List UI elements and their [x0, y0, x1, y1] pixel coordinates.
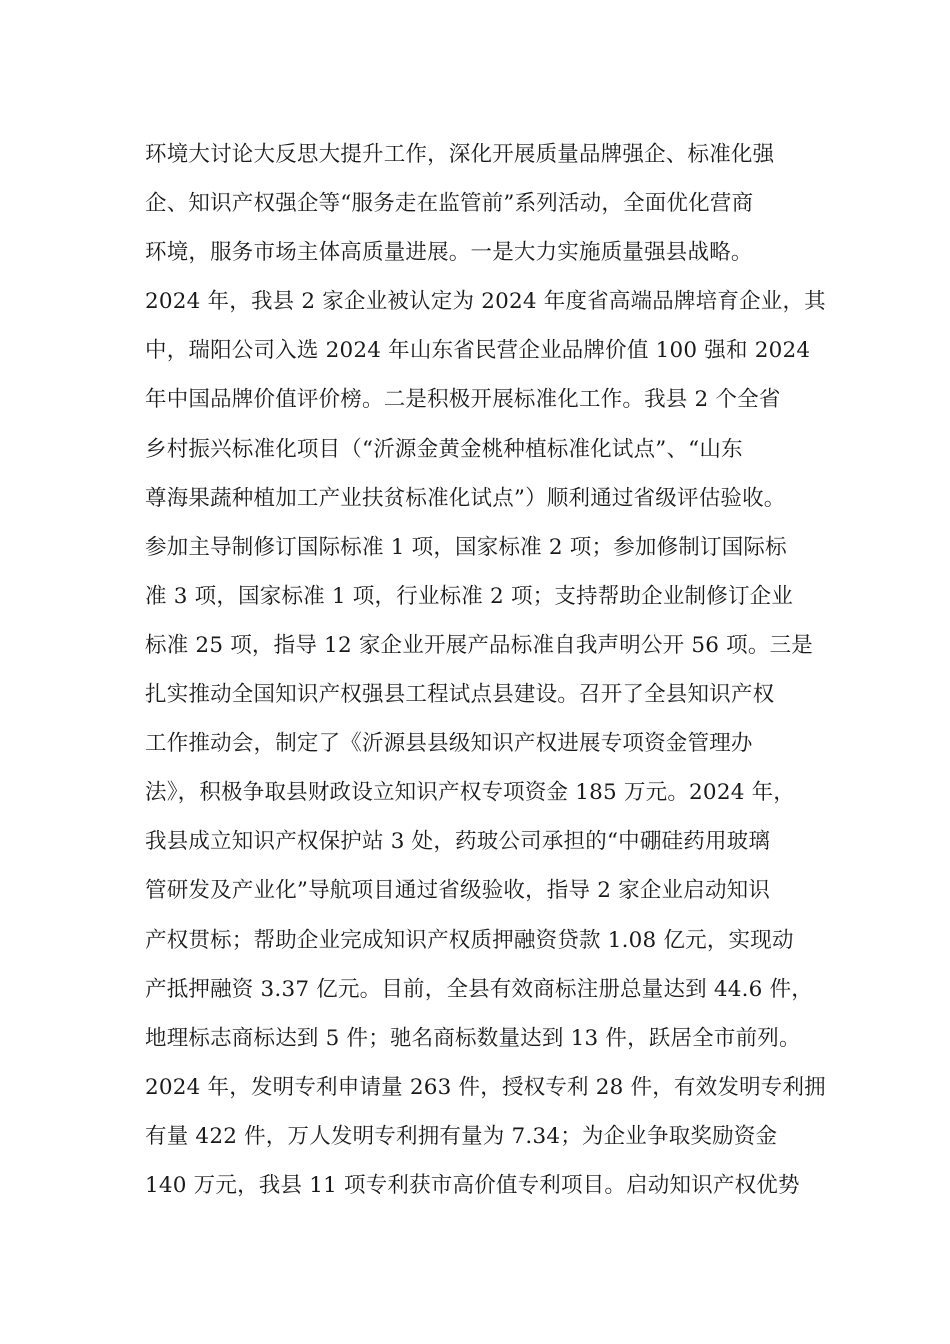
- text-line: 环境大讨论大反思大提升工作，深化开展质量品牌强企、标准化强: [145, 142, 775, 167]
- text-line: 准 3 项，国家标准 1 项，行业标准 2 项；支持帮助企业制修订企业: [145, 583, 794, 609]
- text-line: 企、知识产权强企等“服务走在监管前”系列活动，全面优化营商: [145, 191, 754, 217]
- text-line: 中，瑞阳公司入选 2024 年山东省民营企业品牌价值 100 强和 2024: [145, 338, 811, 364]
- text-line: 管研发及产业化”导航项目通过省级验收，指导 2 家企业启动知识: [145, 878, 771, 904]
- text-line: 参加主导制修订国际标准 1 项，国家标准 2 项；参加修制订国际标: [145, 534, 787, 560]
- text-line: 产权贯标；帮助企业完成知识产权质押融资贷款 1.08 亿元，实现动: [145, 927, 794, 953]
- text-line: 产抵押融资 3.37 亿元。目前，全县有效商标注册总量达到 44.6 件，: [145, 976, 813, 1002]
- text-line: 2024 年，发明专利申请量 263 件，授权专利 28 件，有效发明专利拥: [145, 1074, 826, 1100]
- text-line: 有量 422 件，万人发明专利拥有量为 7.34；为企业争取奖励资金: [145, 1123, 778, 1149]
- text-line: 地理标志商标达到 5 件；驰名商标数量达到 13 件，跃居全市前列。: [145, 1025, 801, 1051]
- text-line: 标准 25 项，指导 12 家企业开展产品标准自我声明公开 56 项。三是: [145, 632, 813, 658]
- text-line: 乡村振兴标准化项目（“沂源金黄金桃种植标准化试点”、“山东: [145, 436, 743, 462]
- text-line: 年中国品牌价值评价榜。二是积极开展标准化工作。我县 2 个全省: [145, 387, 781, 413]
- text-line: 环境，服务市场主体高质量进展。一是大力实施质量强县战略。: [145, 240, 753, 266]
- text-line: 2024 年，我县 2 家企业被认定为 2024 年度省高端品牌培育企业，其: [145, 289, 826, 315]
- text-line: 我县成立知识产权保护站 3 处，药玻公司承担的“中硼硅药用玻璃: [145, 829, 771, 855]
- body-text: [145, 130, 825, 1210]
- text-line: 法》，积极争取县财政设立知识产权专项资金 185 万元。2024 年，: [145, 780, 796, 806]
- text-line: 尊海果蔬种植加工产业扶贫标准化试点”）顺利通过省级评估验收。: [145, 485, 786, 511]
- text-line: 工作推动会，制定了《沂源县县级知识产权进展专项资金管理办: [145, 731, 753, 757]
- text-line: 140 万元，我县 11 项专利获市高价值专利项目。启动知识产权优势: [145, 1172, 800, 1198]
- text-line: 扎实推动全国知识产权强县工程试点县建设。召开了全县知识产权: [145, 682, 775, 708]
